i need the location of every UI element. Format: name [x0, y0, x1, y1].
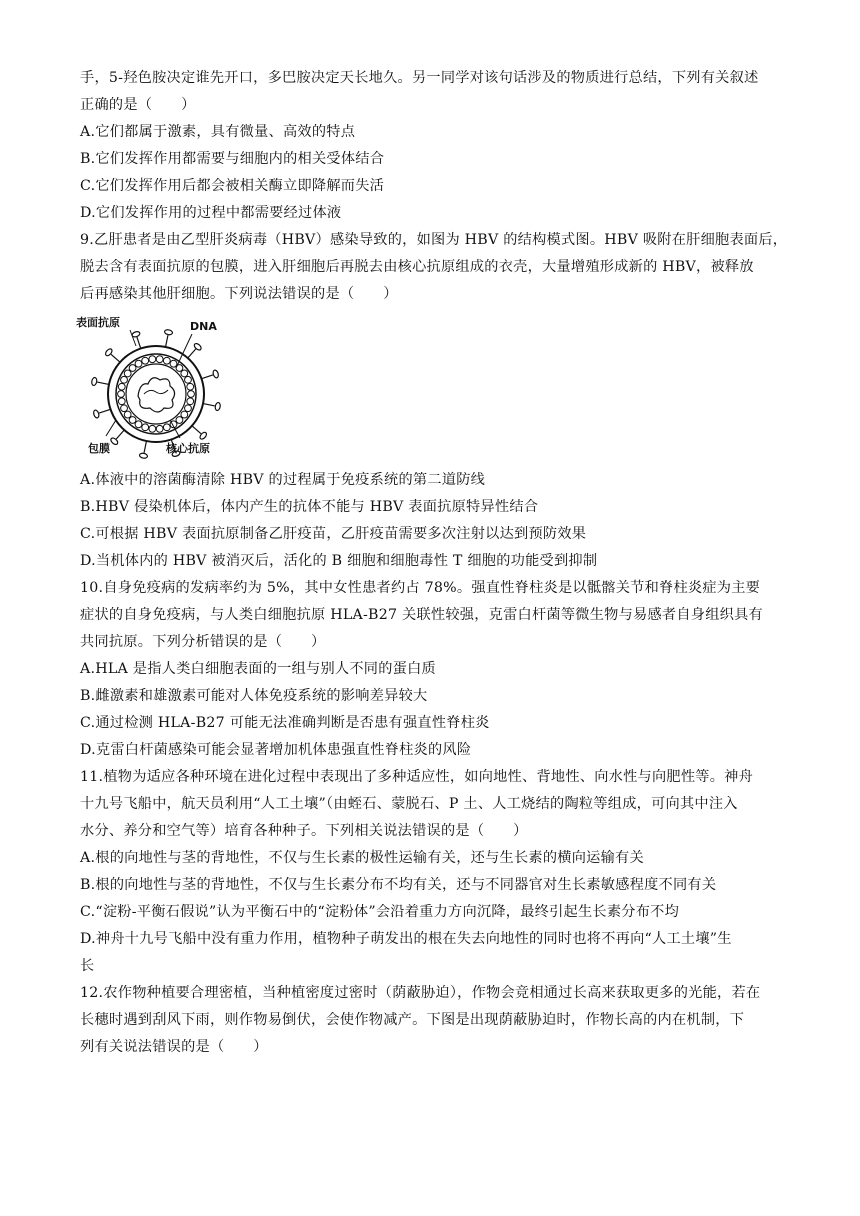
q11-stem-line-1: 11.植物为适应各种环境在进化过程中表现出了多种适应性，如向地性、背地性、向水性与向肥性等。神舟: [80, 769, 754, 785]
hbv-structure-diagram: [74, 312, 234, 460]
envelope-inner-ring: [116, 354, 196, 434]
core-bead: [185, 405, 192, 412]
core-bead: [129, 365, 136, 372]
q9-option-d: D.当机体内的 HBV 被消灭后，活化的 B 细胞和细胞毒性 T 细胞的功能受到抑制: [80, 553, 598, 569]
core-bead: [129, 417, 136, 424]
q8-option-b: B.它们发挥作用都需要与细胞内的相关受体结合: [80, 151, 385, 167]
q11-stem-line-3: 水分、养分和空气等）培育各种种子。下列相关说法错误的是（ ）: [80, 823, 528, 839]
q11-option-c: C.“淀粉-平衡石假说”认为平衡石中的“淀粉体”会沿着重力方向沉降，最终引起生长素分布不均: [80, 904, 680, 920]
spike-stalk: [144, 441, 146, 453]
core-bead: [163, 424, 170, 431]
label-surface-antigen: 表面抗原: [76, 316, 120, 329]
core-bead: [170, 360, 177, 367]
core-bead: [118, 383, 125, 390]
spike-head: [212, 369, 219, 378]
q8-stem-line-1: 手，5-羟色胺决定谁先开口，多巴胺决定天长地久。另一同学对该句话涉及的物质进行总结，下列有关叙述: [80, 70, 759, 86]
core-bead: [187, 398, 194, 405]
spike-head: [139, 453, 148, 459]
q10-stem-line-2: 症状的自身免疫病，与人类白细胞抗原 HLA-B27 关联性较强，克雷白杆菌等微生物与易感者自身组织具有: [80, 607, 763, 623]
core-bead: [188, 391, 195, 398]
spike-stalk: [99, 409, 110, 413]
core-bead: [121, 376, 128, 383]
q10-option-b: B.雌激素和雄激素可能对人体免疫系统的影响差异较大: [80, 688, 428, 704]
q8-option-d: D.它们发挥作用的过程中都需要经过体液: [80, 205, 342, 221]
core-bead: [118, 398, 125, 405]
spike-stalk: [97, 382, 109, 384]
core-bead: [156, 425, 163, 432]
q8-stem-line-2: 正确的是（ ）: [80, 97, 196, 113]
spike-stalk: [203, 404, 215, 406]
spike-head: [215, 402, 221, 411]
spike-stalk: [137, 337, 141, 348]
core-bead: [149, 425, 156, 432]
core-bead: [135, 360, 142, 367]
q10-option-a: A.HLA 是指人类白细胞表面的一组与别人不同的蛋白质: [80, 661, 436, 677]
label-core-antigen: 核心抗原: [166, 442, 210, 455]
q8-option-c: C.它们发挥作用后都会被相关酶立即降解而失活: [80, 178, 385, 194]
dna-strand: [138, 378, 175, 412]
core-bead: [176, 417, 183, 424]
spike-head: [91, 377, 97, 386]
q10-stem-line-1: 10.自身免疫病的发病率约为 5%，其中女性患者约占 78%。强直性脊柱炎是以骶髂关节和脊柱炎症为主要: [80, 580, 761, 596]
core-bead: [118, 391, 125, 398]
leader-envelope: [106, 420, 116, 436]
spike-stalk: [202, 375, 213, 379]
core-bead: [149, 356, 156, 363]
core-bead: [185, 376, 192, 383]
core-bead: [142, 424, 149, 431]
q12-stem-line-2: 长穗时遇到刮风下雨，则作物易倒伏，会使作物减产。下图是出现荫蔽胁迫时，作物长高的内在机制，下: [80, 1012, 745, 1028]
q11-option-a: A.根的向地性与茎的背地性，不仅与生长素的极性运输有关，还与生长素的横向运输有关: [80, 850, 644, 866]
q11-option-d-cont: 长: [80, 958, 95, 974]
q10-stem-line-3: 共同抗原。下列分析错误的是（ ）: [80, 634, 326, 650]
core-bead: [121, 405, 128, 412]
core-bead: [181, 411, 188, 418]
q9-stem-line-2: 脱去含有表面抗原的包膜，进入肝细胞后再脱去由核心抗原组成的衣壳，大量增殖形成新的 HBV，被释放: [80, 259, 754, 275]
spike-stalk: [192, 426, 201, 434]
label-dna: DNA: [190, 320, 217, 333]
spike-stalk: [166, 335, 168, 347]
spike-stalk: [111, 354, 120, 362]
core-bead: [135, 421, 142, 428]
q8-option-a: A.它们都属于激素，具有微量、高效的特点: [80, 124, 356, 140]
spike-head: [93, 409, 100, 418]
core-bead: [124, 411, 131, 418]
core-bead: [124, 370, 131, 377]
q9-stem-line-3: 后再感染其他肝细胞。下列说法错误的是（ ）: [80, 286, 398, 302]
spike-stalk: [188, 349, 196, 358]
q11-option-b: B.根的向地性与茎的背地性，不仅与生长素分布不均有关，还与不同器官对生长素敏感程度不同有关: [80, 877, 717, 893]
label-envelope: 包膜: [88, 442, 110, 455]
q10-option-d: D.克雷白杆菌感染可能会显著增加机体患强直性脊柱炎的风险: [80, 742, 472, 758]
q9-option-a: A.体液中的溶菌酶清除 HBV 的过程属于免疫系统的第二道防线: [80, 472, 486, 488]
q11-option-d: D.神舟十九号飞船中没有重力作用，植物种子萌发出的根在失去向地性的同时也将不再向“人工土壤”生: [80, 931, 732, 947]
spike-head: [164, 329, 173, 335]
q9-option-b: B.HBV 侵染机体后，体内产生的抗体不能与 HBV 表面抗原特异性结合: [80, 499, 539, 515]
core-bead: [156, 356, 163, 363]
q12-stem-line-1: 12.农作物种植要合理密植，当种植密度过密时（荫蔽胁迫），作物会竞相通过长高来获取更多的光能，若在: [80, 985, 761, 1001]
core-antigen-beads: [118, 356, 195, 432]
spike-stalk: [116, 430, 124, 439]
q12-stem-line-3: 列有关说法错误的是（ ）: [80, 1039, 268, 1055]
hbv-structure-figure: [74, 312, 234, 460]
core-bead: [187, 383, 194, 390]
q9-option-c: C.可根据 HBV 表面抗原制备乙肝疫苗，乙肝疫苗需要多次注射以达到预防效果: [80, 526, 587, 542]
core-bead: [181, 370, 188, 377]
core-bead: [142, 357, 149, 364]
capsid-ring: [126, 364, 186, 424]
q9-stem-line-1: 9.乙肝患者是由乙型肝炎病毒（HBV）感染导致的，如图为 HBV 的结构模式图。HBV 吸附在肝细胞表面后，: [80, 232, 788, 248]
q10-option-c: C.通过检测 HLA-B27 可能无法准确判断是否患有强直性脊柱炎: [80, 715, 490, 731]
core-bead: [163, 357, 170, 364]
q11-stem-line-2: 十九号飞船中，航天员利用“人工土壤”（由蛭石、蒙脱石、P 土、人工烧结的陶粒等组成，可向其中注入: [80, 796, 738, 812]
dna-strand-inner: [144, 390, 168, 394]
